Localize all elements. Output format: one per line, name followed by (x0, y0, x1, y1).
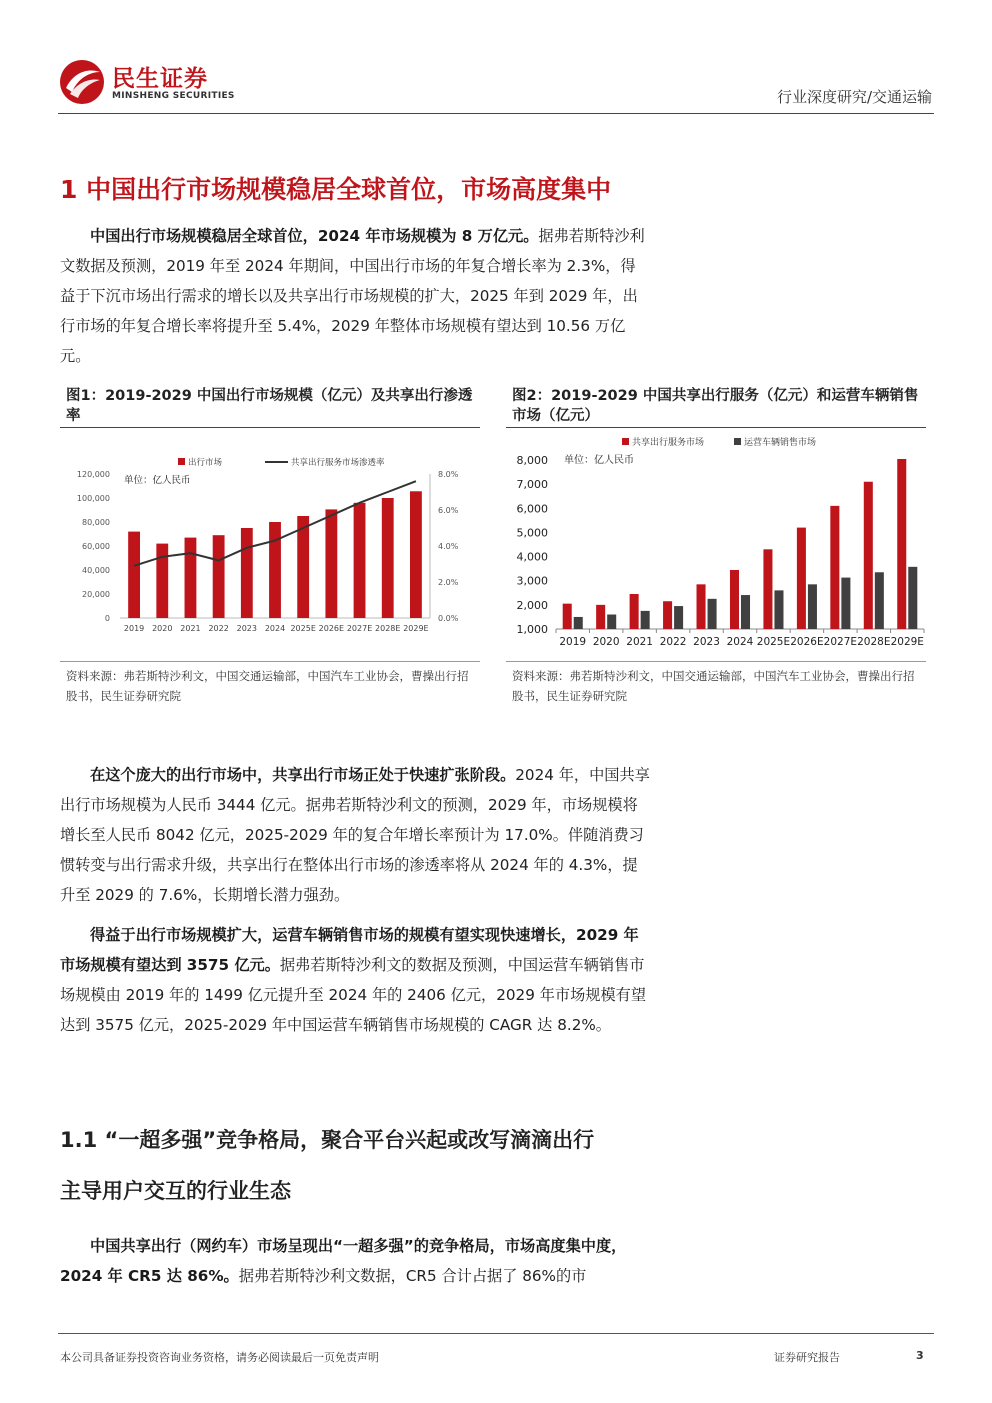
y-right-tick-label: 8.0% (438, 470, 459, 479)
paragraph-2-lead: 在这个庞大的出行市场中，共享出行市场正处于快速扩张阶段。 (90, 766, 516, 784)
x-tick-label: 2026E (318, 624, 345, 633)
figure-1-chart (60, 430, 480, 660)
y-left-tick-label: 40,000 (82, 566, 110, 575)
bar-travel-market (269, 522, 281, 618)
paragraph-4-lead: 中国共享出行（网约车）市场呈现出“一超多强”的竞争格局，市场高度集中度，2024 年 CR5 达 86%。 (60, 1237, 627, 1285)
figure-2-chart (506, 430, 926, 660)
figure-2-rule (506, 427, 926, 428)
paragraph-1-lead: 中国出行市场规模稳居全球首位，2024 年市场规模为 8 万亿元。 (90, 227, 539, 245)
paragraph-3 (60, 920, 650, 1040)
y-right-tick-label: 0.0% (438, 614, 459, 623)
bar-vehicle-sales (641, 611, 650, 629)
paragraph-4 (60, 1231, 650, 1291)
y-left-tick-label: 100,000 (76, 494, 110, 503)
bar-shared-mobility (630, 594, 639, 629)
bar-travel-market (354, 503, 366, 618)
x-tick-label: 2020 (592, 636, 620, 648)
bar-travel-market (325, 509, 337, 618)
y-tick-label: 6,000 (516, 502, 548, 516)
section-title: 1 中国出行市场规模稳居全球首位，市场高度集中 (60, 175, 612, 204)
bar-vehicle-sales (674, 606, 683, 629)
report-category: 行业深度研究/交通运输 (776, 88, 932, 106)
footer-report-type: 证券研究报告 (774, 1351, 840, 1364)
y-tick-label: 1,000 (516, 623, 548, 636)
x-tick-label: 2024 (264, 624, 286, 633)
bar-shared-mobility (697, 584, 706, 629)
legend-label-vehicle-sales: 运营车辆销售市场 (744, 438, 817, 448)
x-tick-label: 2023 (693, 636, 720, 648)
figure-2-source: 资料来源：弗若斯特沙利文，中国交通运输部，中国汽车工业协会，曹操出行招股书，民生证券研究院 (512, 669, 915, 703)
bar-travel-market (128, 532, 140, 618)
brand-logo-icon (58, 58, 106, 106)
x-tick-label: 2025E (756, 636, 791, 648)
x-tick-label: 2023 (236, 624, 257, 633)
bar-travel-market (156, 544, 168, 618)
y-left-tick-label: 20,000 (82, 590, 110, 599)
bar-shared-mobility (864, 482, 873, 629)
y-left-tick-label: 0 (104, 614, 110, 623)
x-tick-label: 2027E (346, 624, 373, 633)
unit-label: 单位：亿人民币 (124, 475, 191, 486)
x-tick-label: 2019 (123, 624, 145, 633)
y-tick-label: 4,000 (516, 550, 548, 564)
x-tick-label: 2022 (208, 624, 229, 633)
bar-travel-market (213, 535, 225, 618)
x-tick-label: 2020 (152, 624, 173, 633)
paragraph-1 (60, 221, 650, 371)
bar-vehicle-sales (908, 567, 917, 629)
figure-2-bottom-rule (506, 661, 926, 662)
legend-label-shared-mobility: 共享出行服务市场 (632, 438, 705, 448)
y-tick-label: 3,000 (516, 574, 548, 588)
y-left-tick-label: 120,000 (76, 470, 110, 479)
bar-travel-market (410, 491, 422, 618)
paragraph-3-lead: 得益于出行市场规模扩大，运营车辆销售市场的规模有望实现快速增长，2029 年市场规模有望达到 3575 亿元。 (60, 926, 639, 974)
x-tick-label: 2029E (890, 636, 924, 648)
brand-name-en: MINSHENG SECURITIES (112, 91, 235, 101)
paragraph-2 (60, 760, 650, 910)
y-tick-label: 2,000 (516, 598, 548, 612)
bar-shared-mobility (763, 549, 772, 629)
x-tick-label: 2021 (626, 636, 654, 648)
footer-disclaimer: 本公司具备证券投资咨询业务资格，请务必阅读最后一页免责声明 (60, 1351, 379, 1364)
y-tick-label: 7,000 (516, 478, 548, 492)
bar-vehicle-sales (841, 578, 850, 629)
x-tick-label: 2019 (559, 636, 587, 648)
bar-travel-market (297, 516, 309, 618)
bar-shared-mobility (830, 506, 839, 629)
footer-divider (58, 1333, 934, 1334)
header-divider (58, 113, 934, 114)
paragraph-1-body: 据弗若斯特沙利文数据及预测，2019 年至 2024 年期间，中国出行市场的年复合增长率为 2.3%，得益于下沉市场出行需求的增长以及共享出行市场规模的扩大，2025 年到 2029 年，出行市场的年复合增长率将提升至 5.4%，2029 年整体市场规模有望达到 10.56 万亿元。 (60, 227, 645, 365)
y-left-tick-label: 80,000 (82, 518, 110, 527)
x-tick-label: 2029E (403, 624, 429, 633)
bar-travel-market (382, 498, 394, 618)
bar-vehicle-sales (875, 572, 884, 629)
bar-vehicle-sales (708, 599, 717, 629)
bar-travel-market (185, 538, 197, 618)
bar-vehicle-sales (607, 615, 616, 629)
page-number: 3 (916, 1349, 924, 1362)
x-tick-label: 2026E (790, 636, 824, 648)
x-tick-label: 2022 (659, 636, 687, 648)
y-tick-label: 8,000 (516, 454, 548, 467)
figure-1-title: 图1：2019-2029 中国出行市场规模（亿元）及共享出行渗透率 (66, 388, 473, 424)
y-left-tick-label: 60,000 (82, 542, 110, 551)
bar-travel-market (241, 528, 253, 618)
bar-vehicle-sales (741, 595, 750, 629)
legend-swatch-shared-mobility (622, 438, 629, 445)
bar-shared-mobility (663, 601, 672, 629)
bar-shared-mobility (596, 605, 605, 629)
x-tick-label: 2027E (823, 636, 858, 648)
bar-vehicle-sales (808, 584, 817, 629)
x-tick-label: 2028E (375, 624, 401, 633)
bar-shared-mobility (897, 459, 906, 629)
subsection-title-line-2: 主导用户交互的行业生态 (60, 1179, 291, 1203)
legend-label-penetration: 共享出行服务市场渗透率 (291, 458, 385, 468)
figure-2-title: 图2：2019-2029 中国共享出行服务（亿元）和运营车辆销售市场（亿元） (512, 388, 919, 424)
paragraph-2-body: 2024 年，中国共享出行市场规模为人民币 3444 亿元。据弗若斯特沙利文的预测，2029 年，市场规模将增长至人民币 8042 亿元，2025-2029 年的复合年增长率预计为 17.0%。伴随消费习惯转变与出行需求升级，共享出行在整体出行市场的渗透率将从 2024 年的 4.3%，提升至 2029 的 7.6%，长期增长潜力强劲。 (60, 766, 650, 904)
bar-vehicle-sales (774, 590, 783, 629)
y-right-tick-label: 4.0% (438, 542, 459, 551)
bar-shared-mobility (797, 528, 806, 629)
brand-name-cn: 民生证券 (112, 66, 208, 92)
x-tick-label: 2024 (726, 636, 754, 648)
x-tick-label: 2021 (180, 624, 201, 633)
y-right-tick-label: 6.0% (438, 506, 459, 515)
y-right-tick-label: 2.0% (438, 578, 459, 587)
y-tick-label: 5,000 (516, 526, 548, 540)
legend-swatch-travel-market (178, 458, 185, 465)
figure-1-rule (60, 427, 480, 428)
paragraph-3-body: 据弗若斯特沙利文的数据及预测，中国运营车辆销售市场规模由 2019 年的 1499 亿元提升至 2024 年的 2406 亿元，2029 年市场规模有望达到 3575 亿元，2025-2029 年中国运营车辆销售市场规模的 CAGR 达 8.2%。 (60, 956, 647, 1034)
bar-shared-mobility (563, 604, 572, 629)
bar-shared-mobility (730, 570, 739, 629)
subsection-title-line-1: 1.1 “一超多强”竞争格局，聚合平台兴起或改写滴滴出行 (60, 1128, 595, 1152)
unit-label: 单位：亿人民币 (564, 455, 634, 466)
legend-swatch-vehicle-sales (734, 438, 741, 445)
legend-label-travel-market: 出行市场 (188, 458, 223, 468)
figure-1-source: 资料来源：弗若斯特沙利文，中国交通运输部，中国汽车工业协会，曹操出行招股书，民生证券研究院 (66, 669, 469, 703)
x-tick-label: 2028E (857, 636, 891, 648)
figure-1-bottom-rule (60, 661, 480, 662)
x-tick-label: 2025E (290, 624, 316, 633)
bar-vehicle-sales (574, 617, 583, 629)
paragraph-4-body: 据弗若斯特沙利文数据，CR5 合计占据了 86%的市 (238, 1267, 587, 1285)
